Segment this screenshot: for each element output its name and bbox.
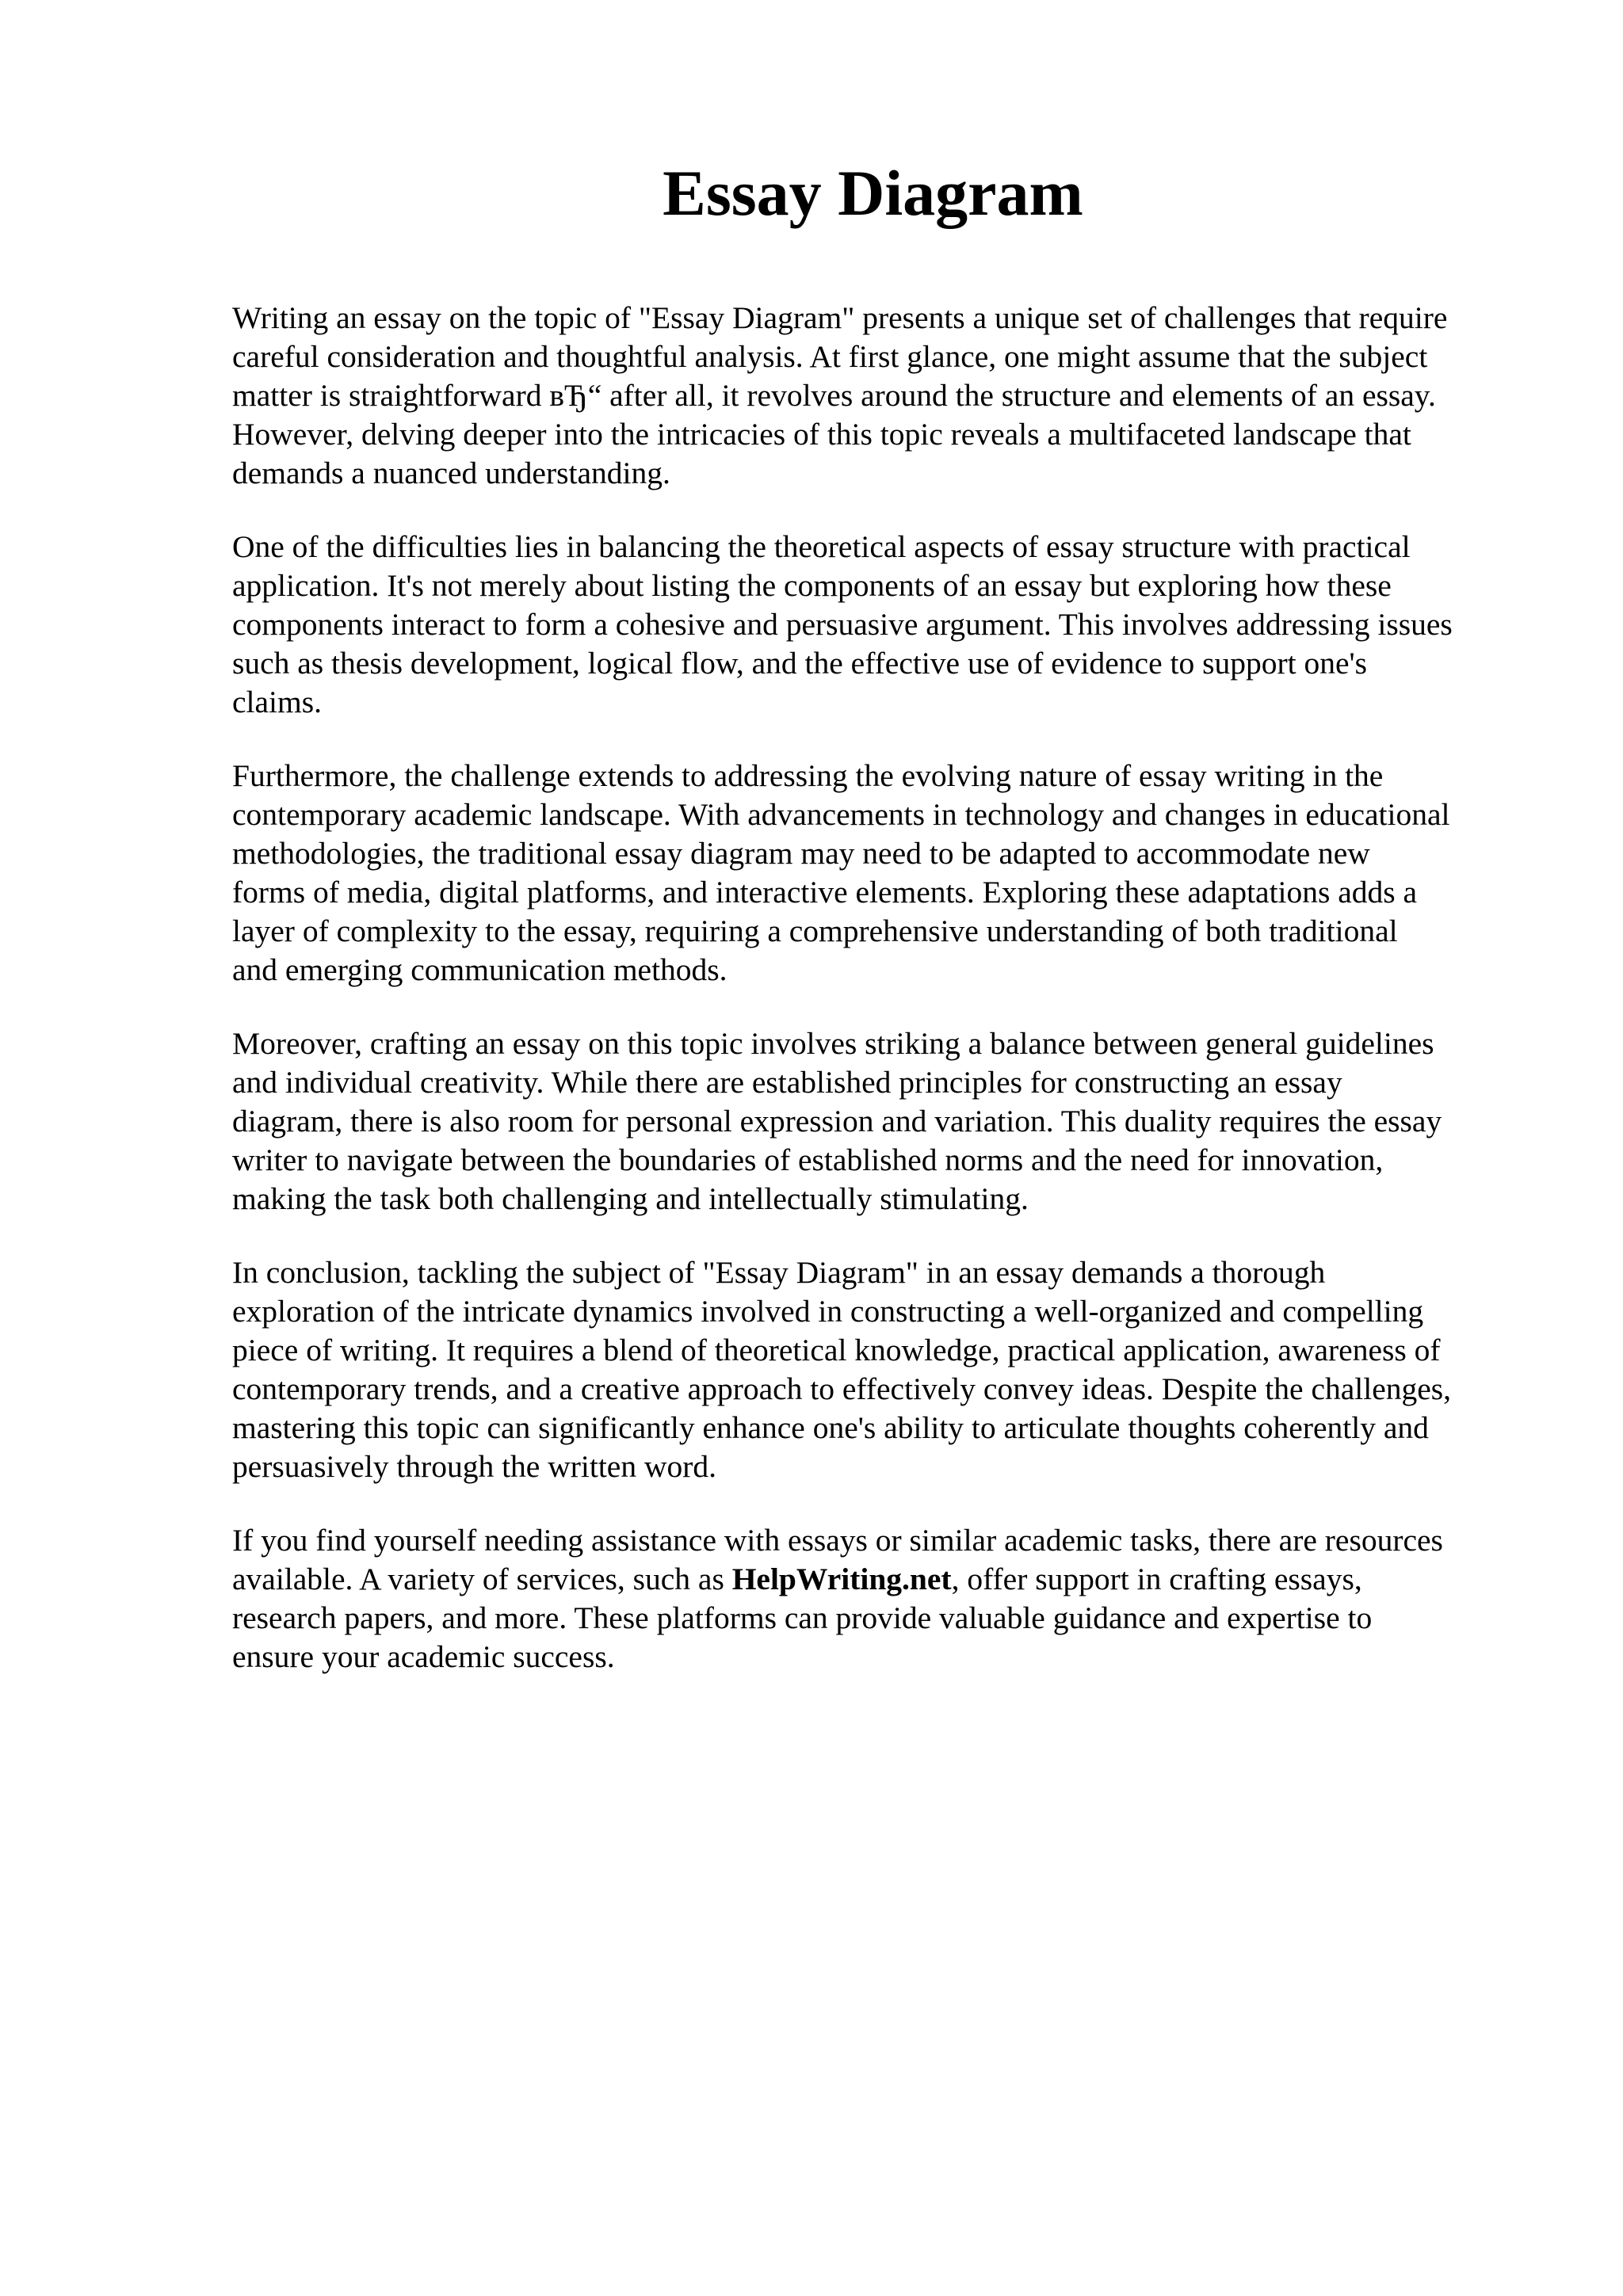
paragraph-2 — [232, 528, 1532, 722]
paragraph-6 — [232, 1521, 1532, 1676]
paragraph-line-with-link — [232, 1560, 1532, 1599]
paragraph-line: contemporary trends, and a creative approach to effectively convey ideas. Despite the challenges, — [232, 1371, 1452, 1406]
line-text-before-brand: available. A variety of services, such as — [232, 1562, 732, 1596]
paragraph-line: However, delving deeper into the intricacies of this topic reveals a multifaceted landscape that — [232, 417, 1411, 452]
paragraph-1 — [232, 299, 1532, 493]
paragraph-line: such as thesis development, logical flow, and the effective use of evidence to support one's — [232, 646, 1367, 681]
paragraph-line: Writing an essay on the topic of "Essay Diagram" presents a unique set of challenges that require — [232, 300, 1448, 335]
paragraph-3 — [232, 757, 1532, 990]
paragraph-line: diagram, there is also room for personal expression and variation. This duality requires the essay — [232, 1104, 1442, 1138]
paragraph-line: ensure your academic success. — [232, 1639, 615, 1674]
paragraph-line: Moreover, crafting an essay on this topic involves striking a balance between general guidelines — [232, 1026, 1434, 1061]
paragraph-line: research papers, and more. These platforms can provide valuable guidance and expertise to — [232, 1600, 1373, 1635]
paragraph-line: forms of media, digital platforms, and interactive elements. Exploring these adaptations adds a — [232, 875, 1418, 910]
paragraph-line: making the task both challenging and intellectually stimulating. — [232, 1181, 1029, 1216]
document-body — [232, 299, 1532, 1711]
paragraph-line: methodologies, the traditional essay diagram may need to be adapted to accommodate new — [232, 836, 1370, 871]
paragraph-line: If you find yourself needing assistance with essays or similar academic tasks, there are resources — [232, 1523, 1443, 1558]
paragraph-line: piece of writing. It requires a blend of theoretical knowledge, practical application, awareness of — [232, 1333, 1441, 1367]
paragraph-5 — [232, 1253, 1532, 1486]
paragraph-line: One of the difficulties lies in balancing the theoretical aspects of essay structure with practical — [232, 529, 1411, 564]
paragraph-line: demands a nuanced understanding. — [232, 456, 670, 490]
paragraph-line: and individual creativity. While there are established principles for constructing an essay — [232, 1065, 1342, 1100]
paragraph-line: persuasively through the written word. — [232, 1449, 717, 1484]
paragraph-line: exploration of the intricate dynamics involved in constructing a well-organized and compelling — [232, 1294, 1424, 1329]
document-title: Essay Diagram — [663, 157, 1083, 229]
paragraph-4 — [232, 1024, 1532, 1219]
paragraph-line: components interact to form a cohesive and persuasive argument. This involves addressing issues — [232, 607, 1453, 642]
paragraph-line: application. It's not merely about listing the components of an essay but exploring how these — [232, 568, 1392, 603]
paragraph-line: and emerging communication methods. — [232, 952, 727, 987]
paragraph-line: careful consideration and thoughtful analysis. At first glance, one might assume that the subject — [232, 339, 1428, 374]
paragraph-line: matter is straightforward вЂ“ after all, it revolves around the structure and elements of an essay. — [232, 378, 1436, 413]
paragraph-line: contemporary academic landscape. With advancements in technology and changes in educational — [232, 797, 1450, 832]
paragraph-line: claims. — [232, 685, 322, 719]
line-text-after-brand: , offer support in crafting essays, — [951, 1562, 1362, 1596]
paragraph-line: layer of complexity to the essay, requiring a comprehensive understanding of both traditional — [232, 913, 1398, 948]
paragraph-line: In conclusion, tackling the subject of "Essay Diagram" in an essay demands a thorough — [232, 1255, 1326, 1290]
paragraph-line: writer to navigate between the boundaries of established norms and the need for innovation, — [232, 1142, 1384, 1177]
paragraph-line: Furthermore, the challenge extends to addressing the evolving nature of essay writing in the — [232, 758, 1384, 793]
paragraph-line: mastering this topic can significantly enhance one's ability to articulate thoughts coherently and — [232, 1410, 1429, 1445]
helpwriting-link[interactable]: HelpWriting.net — [731, 1562, 952, 1596]
